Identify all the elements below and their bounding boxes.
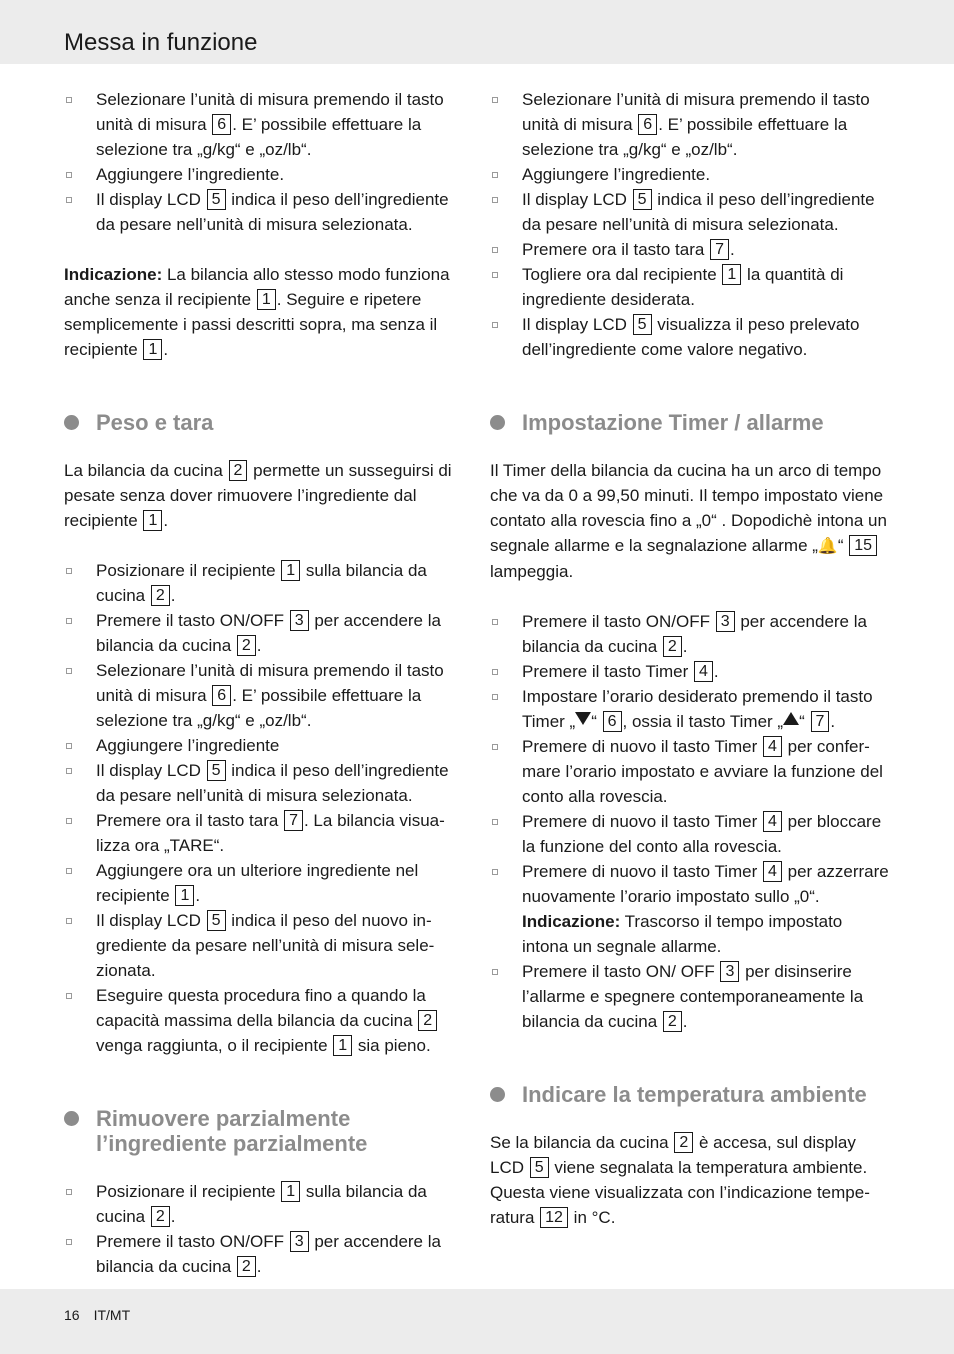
alarm-bell-icon: 🔔 (817, 538, 838, 555)
right-intro-list (490, 87, 890, 362)
page-number: 16 (64, 1307, 80, 1323)
list-item: Premere ora il tasto tara 7 . La bilancia visualizza ora „TARE“. (64, 808, 464, 858)
list-item: Eseguire questa procedura fino a quando la capacità massima della bilancia da cucina 2 venga raggiunta, o il recipiente 1 sia pieno. (64, 983, 464, 1058)
timer-list (490, 609, 890, 1034)
list-item: Posizionare il recipiente 1 sulla bilancia da cucina 2 . (64, 558, 464, 608)
list-item: Aggiungere l’ingrediente (64, 733, 464, 758)
note-paragraph: Indicazione: La bilancia allo stesso modo funziona anche senza il recipiente 1 . Seguire e ripetere semplicemente i passi descritti sopra, ma senza il recipiente 1 . (64, 265, 450, 359)
section-paragraph: Il Timer della bilancia da cucina ha un arco di tempo che va da 0 a 99,50 minuti. Il tempo impostato viene contato alla rovescia fino a „0“ . Dopodichè intona un segnale allarme e la segnalazione allarme „🔔“ 15 lampeggia. (490, 461, 887, 581)
list-item: Il display LCD 5 visualizza il peso prelevato dell’ingrediente come valore negativo. (490, 312, 890, 362)
language-code: IT/MT (93, 1307, 131, 1323)
rimuovere-list (64, 1179, 464, 1279)
list-item: Il display LCD 5 indica il peso del nuovo ingrediente da pesare nell’unità di misura selezionata. (64, 908, 464, 983)
section-heading-temperatura: Indicare la temperatura ambiente (490, 1082, 890, 1107)
section-heading-rimuovere: Rimuovere parzialmente l’ingrediente parzialmente (64, 1106, 464, 1156)
list-item: Il display LCD 5 indica il peso dell’ingrediente da pesare nell’unità di misura selezionata. (490, 187, 890, 237)
list-item: Impostare l’orario desiderato premendo il tasto Timer „ “ 6 , ossia il tasto Timer „ “ 7 . (490, 684, 890, 734)
list-item: Aggiungere l’ingrediente. (64, 162, 464, 187)
left-column (64, 87, 464, 1279)
peso-tara-list (64, 558, 464, 1058)
list-item: Premere di nuovo il tasto Timer 4 per azzerrare nuovamente l’orario impostato sullo „0“. Indicazione: Trascorso il tempo impostato intona un segnale allarme. (490, 859, 890, 959)
list-item: Premere il tasto ON/OFF 3 per accendere la bilancia da cucina 2 . (64, 1229, 464, 1279)
list-item: Il display LCD 5 indica il peso dell’ingrediente da pesare nell’unità di misura selezionata. (64, 187, 464, 237)
section-paragraph: La bilancia da cucina 2 permette un susseguirsi di pesate senza dover rimuovere l’ingrediente dal recipiente 1 . (64, 461, 452, 530)
list-item: Premere di nuovo il tasto Timer 4 per bloccare la funzione del conto alla rovescia. (490, 809, 890, 859)
list-item: Premere il tasto ON/OFF 3 per accendere la bilancia da cucina 2 . (64, 608, 464, 658)
list-item: Premere il tasto Timer 4 . (490, 659, 890, 684)
list-item: Selezionare l’unità di misura premendo il tasto unità di misura 6 . E’ possibile effettuare la selezione tra „g/kg“ e „oz/lb“. (490, 87, 890, 162)
list-item: Selezionare l’unità di misura premendo il tasto unità di misura 6 . E’ possibile effettuare la selezione tra „g/kg“ e „oz/lb“. (64, 87, 464, 162)
list-item: Selezionare l’unità di misura premendo il tasto unità di misura 6 . E’ possibile effettuare la selezione tra „g/kg“ e „oz/lb“. (64, 658, 464, 733)
list-item: Premere ora il tasto tara 7 . (490, 237, 890, 262)
list-item: Il display LCD 5 indica il peso dell’ingrediente da pesare nell’unità di misura selezionata. (64, 758, 464, 808)
left-intro-list (64, 87, 464, 237)
section-heading-peso-tara: Peso e tara (64, 410, 464, 435)
list-item: Premere il tasto ON/ OFF 3 per disinserire l’allarme e spegnere contemporaneamente la bilancia da cucina 2 . (490, 959, 890, 1034)
list-item: Posizionare il recipiente 1 sulla bilancia da cucina 2 . (64, 1179, 464, 1229)
list-item: Aggiungere ora un ulteriore ingrediente nel recipiente 1 . (64, 858, 464, 908)
section-paragraph: Se la bilancia da cucina 2 è accesa, sul display LCD 5 viene segnalata la temperatura ambiente. Questa viene visualizzata con l’indicazione temperatura 12 in °C. (490, 1133, 870, 1227)
page-title: Messa in funzione (64, 29, 258, 56)
list-item: Aggiungere l’ingrediente. (490, 162, 890, 187)
footer (64, 1306, 144, 1324)
right-column (490, 87, 890, 1230)
list-item: Togliere ora dal recipiente 1 la quantità di ingrediente desiderata. (490, 262, 890, 312)
triangle-up-icon (783, 712, 799, 725)
triangle-down-icon (575, 712, 591, 725)
list-item: Premere di nuovo il tasto Timer 4 per confermare l’orario impostato e avviare la funzione del conto alla rovescia. (490, 734, 890, 809)
section-heading-timer: Impostazione Timer / allarme (490, 410, 890, 435)
list-item: Premere il tasto ON/OFF 3 per accendere la bilancia da cucina 2 . (490, 609, 890, 659)
